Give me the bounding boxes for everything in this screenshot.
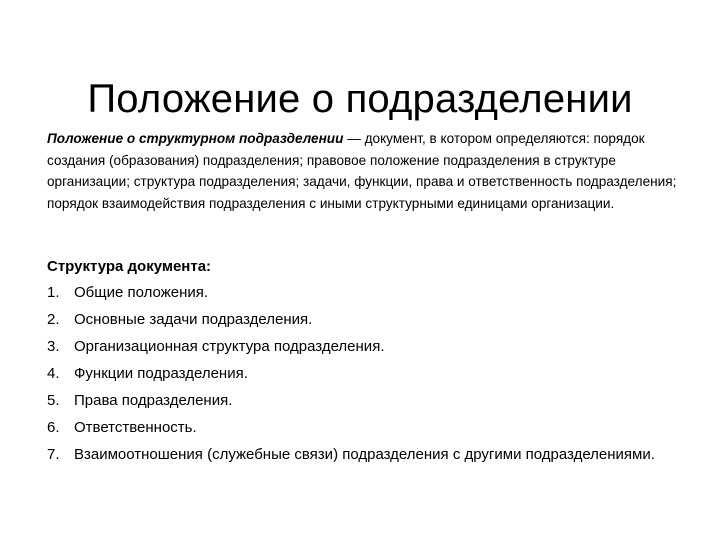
list-item-number: 5.	[47, 392, 60, 409]
list-item-number: 6.	[47, 419, 60, 436]
list-item	[47, 390, 667, 412]
list-item-number: 2.	[47, 311, 60, 328]
structure-heading: Структура документа:	[47, 258, 212, 275]
list-item-text: Организационная структура подразделения.	[74, 338, 385, 355]
list-item-number: 1.	[47, 284, 60, 301]
list-item-number: 7.	[47, 446, 60, 463]
list-item-text: Права подразделения.	[74, 392, 233, 409]
structure-list	[47, 282, 667, 471]
list-item-text: Общие положения.	[74, 284, 209, 301]
definition-term: Положение о структурном подразделении	[47, 131, 344, 146]
definition-text: документ, в котором определяются: порядок создания (образования) подразделения; правовое положение подразделения в структуре организации; структура подразделения; задачи, функции, права и ответственность подразделения; порядок взаимодействия подразделения с иными структурными единицами организации.	[47, 131, 677, 211]
list-item-number: 4.	[47, 365, 60, 382]
list-item-text: Ответственность.	[74, 419, 197, 436]
slide-title: Положение о подразделении	[87, 76, 633, 121]
list-item	[47, 336, 667, 358]
list-item	[47, 309, 667, 331]
list-item	[47, 444, 667, 466]
list-item	[47, 417, 667, 439]
list-item-text: Взаимоотношения (служебные связи) подразделения с другими подразделениями.	[74, 446, 655, 463]
definition-dash: —	[343, 131, 365, 146]
list-item-text: Основные задачи подразделения.	[74, 311, 313, 328]
list-item	[47, 363, 667, 385]
definition-paragraph	[47, 128, 687, 214]
list-item-number: 3.	[47, 338, 60, 355]
list-item	[47, 282, 667, 304]
list-item-text: Функции подразделения.	[74, 365, 248, 382]
